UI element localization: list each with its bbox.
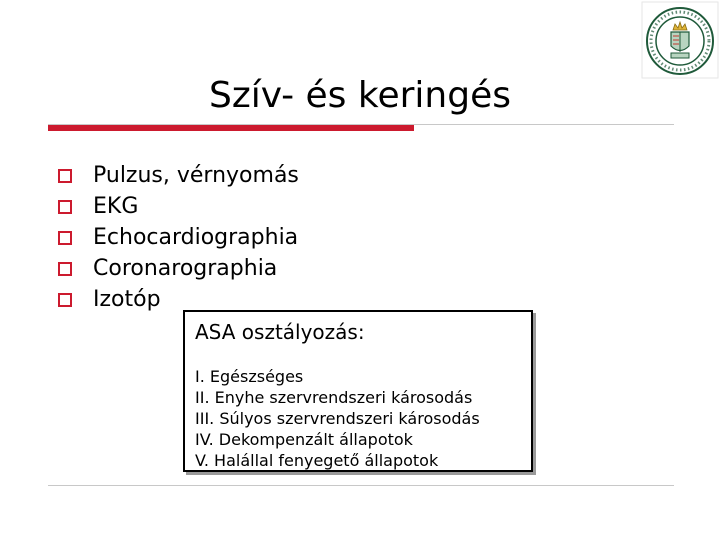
title-accent-bar — [48, 125, 414, 131]
list-item — [58, 191, 299, 222]
bullet-text: EKG — [93, 194, 139, 219]
bullet-text: Echocardiographia — [93, 225, 299, 250]
bullet-list — [58, 160, 299, 315]
footer-divider — [48, 485, 674, 486]
asa-item: IV. Dekompenzált állapotok — [195, 430, 413, 449]
hollow-square-bullet-icon — [58, 231, 72, 245]
asa-list — [195, 366, 480, 471]
list-item — [58, 253, 299, 284]
bullet-text: Coronarographia — [93, 256, 278, 281]
list-item — [58, 160, 299, 191]
asa-box-title: ASA osztályozás: — [195, 320, 365, 344]
hollow-square-bullet-icon — [58, 262, 72, 276]
asa-item: V. Halállal fenyegető állapotok — [195, 451, 439, 470]
asa-item: I. Egészséges — [195, 367, 304, 386]
hollow-square-bullet-icon — [58, 293, 72, 307]
slide-title: Szív- és keringés — [209, 75, 511, 116]
bullet-text: Izotóp — [93, 287, 161, 312]
university-seal-icon — [640, 0, 720, 80]
hollow-square-bullet-icon — [58, 169, 72, 183]
bullet-text: Pulzus, vérnyomás — [93, 163, 299, 188]
asa-item: III. Súlyos szervrendszeri károsodás — [195, 409, 480, 428]
asa-item: II. Enyhe szervrendszeri károsodás — [195, 388, 473, 407]
asa-classification-box — [183, 310, 533, 472]
hollow-square-bullet-icon — [58, 200, 72, 214]
list-item — [58, 222, 299, 253]
